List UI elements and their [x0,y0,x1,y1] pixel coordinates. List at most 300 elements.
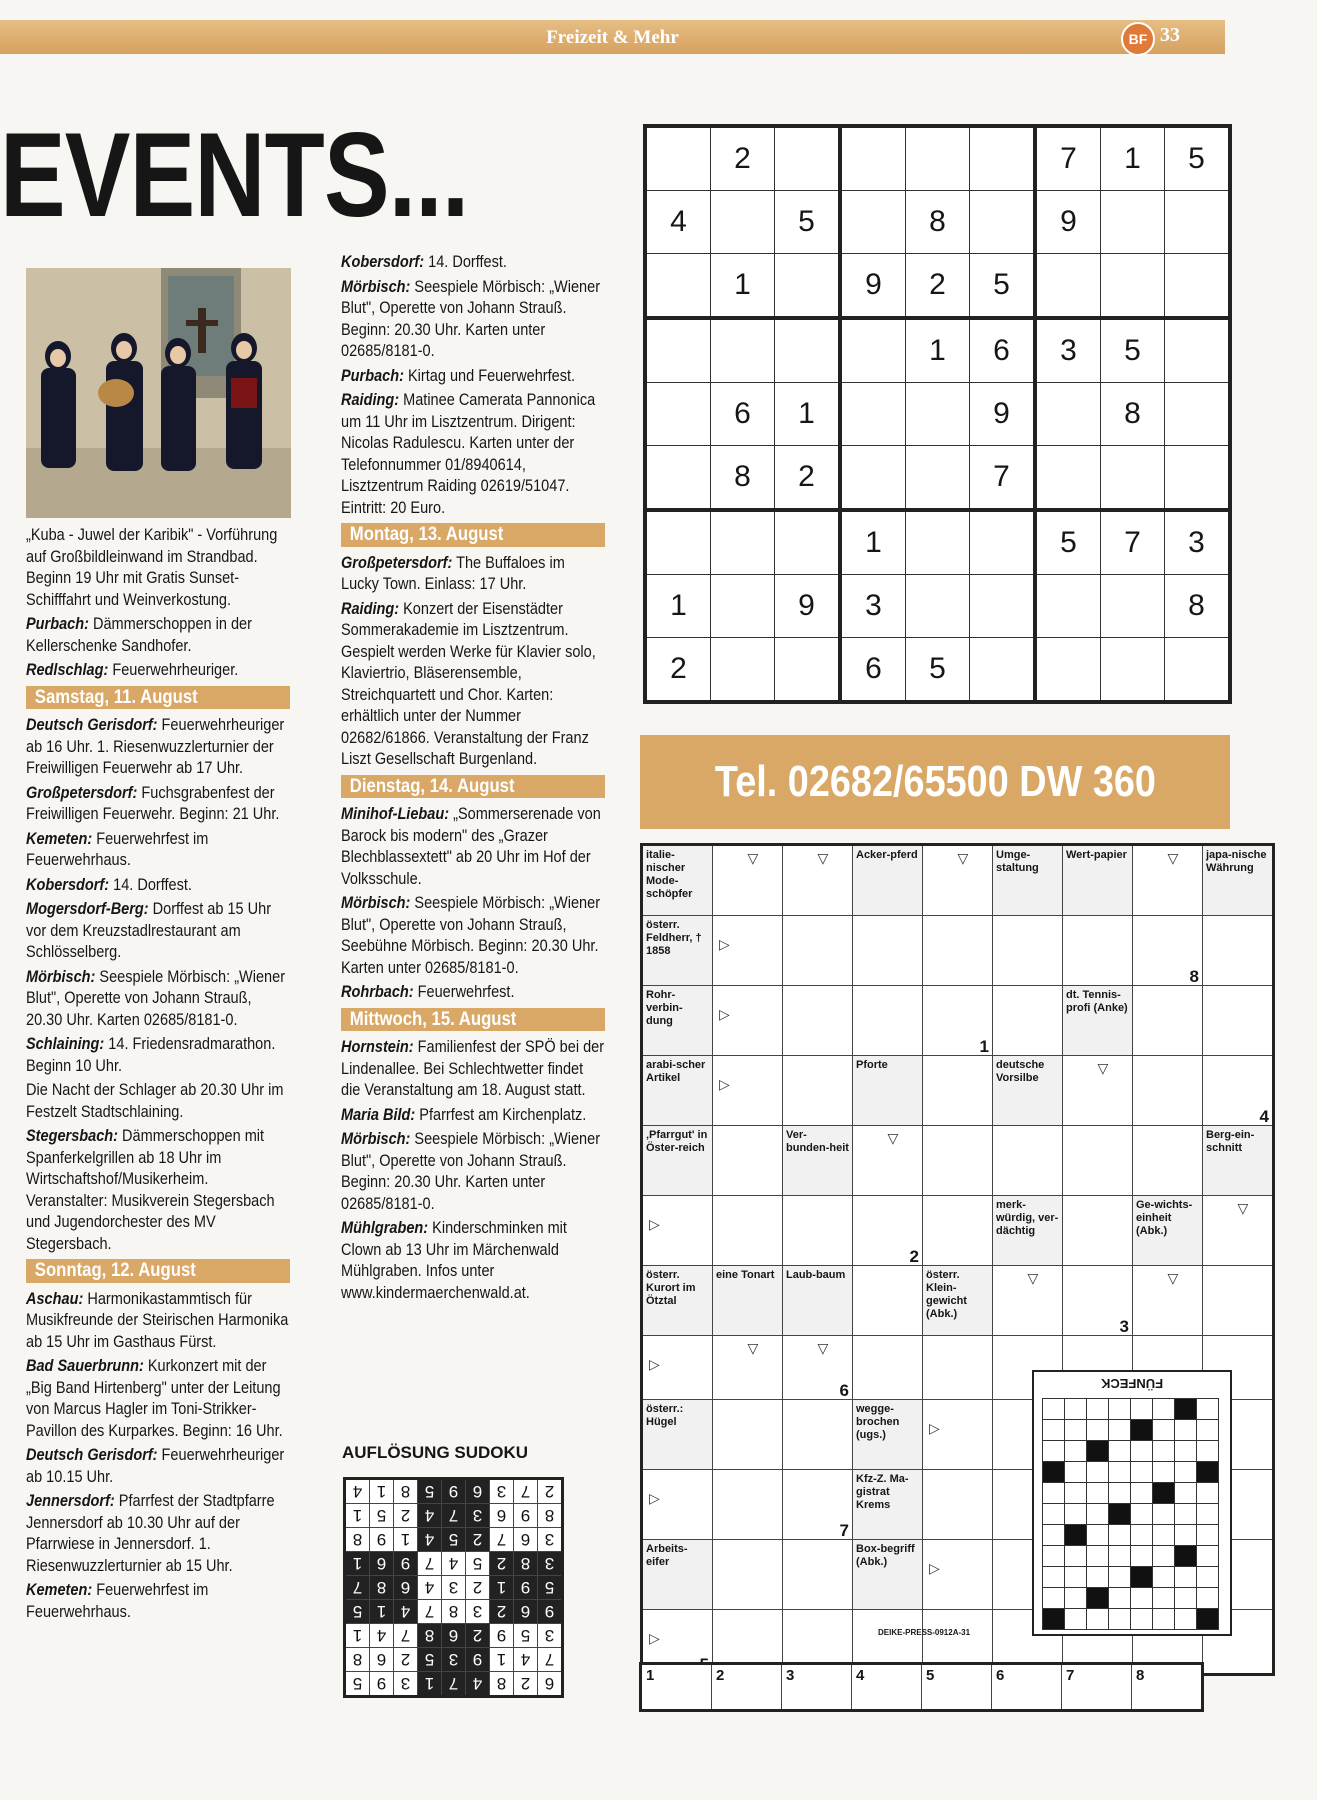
sudoku-cell[interactable]: 1 [645,575,711,638]
fuenfeck-cell [1131,1588,1153,1609]
event-text: 14. Dorffest. [113,875,192,894]
sudoku-cell[interactable] [1101,191,1165,254]
fuenfeck-cell [1087,1609,1109,1630]
fuenfeck-cell [1175,1441,1197,1462]
crossword-cell[interactable] [642,1470,713,1540]
fuenfeck-cell [1175,1399,1197,1420]
sudoku-cell[interactable] [711,191,775,254]
event-text: Konzert der Eisenstädter Sommerakademie im Lisztzentrum. Gespielt werden Werke für Klavier solo, Klaviertrio, Bläserensemble, Streichquartett und Chor. Karten: erhältlich unter der Nummer 02682/61866. Veranstaltung der Franz Liszt Gesellschaft Burgenland. [341,599,596,768]
sudoku-cell[interactable]: 1 [1101,126,1165,191]
fuenfeck-cell [1197,1441,1219,1462]
event-place: Bad Sauerbrunn: [26,1357,144,1375]
fuenfeck-cell [1065,1399,1087,1420]
crossword-cell[interactable] [1133,916,1203,986]
sudoku-solution-grid [343,1477,564,1698]
fuenfeck-cell [1175,1462,1197,1483]
fuenfeck-cell [1043,1609,1065,1630]
sudoku-cell[interactable]: 4 [645,191,711,254]
event-text: Dämmerschoppen in der Kellerschenke Sandhofer. [26,615,252,655]
event-place: Redlschlag: [26,661,109,679]
crossword-cell[interactable] [1063,1056,1133,1126]
crossword-cell[interactable] [783,1196,853,1266]
arrow-right-icon: ▷ [719,1006,730,1022]
sudoku-cell[interactable]: 5 [1035,510,1101,575]
sudoku-cell[interactable]: 6 [840,638,906,703]
fuenfeck-cell [1131,1504,1153,1525]
crossword-cell[interactable] [713,1126,783,1196]
sudoku-cell[interactable]: 1 [906,318,970,383]
sudoku-cell[interactable]: 2 [906,254,970,319]
event-place: Mörbisch: [341,1130,411,1148]
solution-cell: 5 [442,1528,466,1552]
sudoku-cell[interactable]: 8 [711,446,775,511]
sudoku-cell[interactable]: 5 [775,191,841,254]
sudoku-cell[interactable]: 3 [840,575,906,638]
sudoku-cell[interactable]: 5 [970,254,1036,319]
solution-box[interactable]: 4 [852,1664,922,1711]
sudoku-cell[interactable]: 5 [1101,318,1165,383]
fuenfeck-cell [1175,1567,1197,1588]
crossword-cell[interactable] [713,1056,783,1126]
crossword-cell[interactable] [853,916,923,986]
sudoku-cell[interactable]: 9 [1035,191,1101,254]
crossword-cell[interactable] [993,1126,1063,1196]
sudoku-cell[interactable] [711,510,775,575]
solution-cell: 1 [490,1648,514,1672]
sudoku-cell[interactable]: 1 [775,383,841,446]
fuenfeck-cell [1043,1504,1065,1525]
clue-cell: Box-begriff (Abk.) [853,1540,923,1610]
fuenfeck-cell [1131,1441,1153,1462]
fuenfeck-cell [1153,1525,1175,1546]
clue-cell: merk-würdig, ver-dächtig [993,1196,1063,1266]
sudoku-cell[interactable]: 7 [1101,510,1165,575]
fuenfeck-cell [1131,1462,1153,1483]
event-entry [26,660,290,682]
sudoku-cell[interactable] [1165,383,1231,446]
fuenfeck-cell [1175,1483,1197,1504]
crossword-cell[interactable] [713,1470,783,1540]
sudoku-cell[interactable] [906,383,970,446]
solution-cell: 5 [538,1576,563,1600]
clue-cell: Arbeits-eifer [642,1540,713,1610]
fuenfeck-cell [1065,1588,1087,1609]
sudoku-cell[interactable]: 9 [970,383,1036,446]
clue-cell: italie-nischer Mode-schöpfer [642,845,713,916]
sudoku-grid[interactable] [643,124,1232,704]
sudoku-solution-title: AUFLÖSUNG SUDOKU [342,1443,529,1462]
sudoku-cell[interactable]: 5 [1165,126,1231,191]
solution-cell: 4 [466,1672,490,1697]
solution-cell: 1 [418,1672,442,1697]
event-entry [341,1218,605,1304]
clue-cell: österr. Feldherr, † 1858 [642,916,713,986]
sudoku-cell[interactable]: 9 [840,254,906,319]
arrow-right-icon: ▷ [649,1356,660,1372]
sudoku-cell[interactable] [840,446,906,511]
event-entry [26,1080,290,1123]
sudoku-cell[interactable] [970,126,1036,191]
crossword-cell[interactable] [783,1056,853,1126]
sudoku-cell[interactable]: 2 [711,126,775,191]
crossword-cell[interactable] [1203,986,1274,1056]
sudoku-cell[interactable] [1165,191,1231,254]
event-place: Deutsch Gerisdorf: [26,1446,158,1464]
sudoku-cell[interactable] [645,126,711,191]
sudoku-cell[interactable]: 5 [906,638,970,703]
sudoku-cell[interactable] [1101,254,1165,319]
sudoku-cell[interactable]: 8 [906,191,970,254]
crossword-cell[interactable] [1063,1126,1133,1196]
solution-cell: 9 [466,1648,490,1672]
clue-cell: Ge-wichts-einheit (Abk.) [1133,1196,1203,1266]
fuenfeck-cell [1109,1567,1131,1588]
crossword-cell[interactable] [783,1400,853,1470]
sudoku-cell[interactable] [970,638,1036,703]
solution-cell: 8 [394,1479,418,1504]
fuenfeck-cell [1043,1483,1065,1504]
crossword-cell[interactable] [1133,845,1203,916]
solution-cell: 5 [345,1672,370,1697]
event-place: Großpetersdorf: [341,553,453,572]
sudoku-cell[interactable] [775,318,841,383]
fuenfeck-cell [1087,1546,1109,1567]
clue-cell: Laub-baum [783,1266,853,1336]
solution-cell: 7 [442,1672,466,1697]
crossword-cell[interactable] [853,986,923,1056]
solution-cell: 3 [442,1648,466,1672]
solution-cell: 5 [466,1552,490,1576]
fuenfeck-cell [1197,1420,1219,1441]
event-entry [341,893,605,979]
sudoku-cell[interactable] [970,575,1036,638]
event-entry [341,982,605,1004]
event-place: Deutsch Gerisdorf: [26,716,158,734]
arrow-right-icon: ▷ [649,1490,660,1506]
solution-number: 2 [909,1247,919,1266]
sudoku-cell[interactable] [645,383,711,446]
sudoku-cell[interactable] [1035,254,1101,319]
phone-number: Tel. 02682/65500 DW 360 [714,757,1156,806]
sudoku-cell[interactable] [775,510,841,575]
solution-cell: 2 [394,1648,418,1672]
crossword-cell[interactable] [783,1540,853,1610]
event-text: Matinee Camerata Pannonica um 11 Uhr im Lisztzentrum. Dirigent: Nicolas Radulescu. Karten unter der Telefonnummer 01/8940614, Lisztzentrum Raiding 02619/51047. Eintritt: 20 Euro. [341,391,596,517]
arrow-right-icon: ▷ [929,1420,940,1436]
sudoku-cell[interactable] [906,575,970,638]
crossword-cell[interactable] [783,1470,853,1540]
solution-box[interactable]: 3 [782,1664,852,1711]
clue-cell: dt. Tennis-profi (Anke) [1063,986,1133,1056]
crossword-cell[interactable] [993,1266,1063,1336]
fuenfeck-grid [1042,1398,1219,1630]
crossword-cell[interactable] [713,1196,783,1266]
event-entry [26,614,290,657]
fuenfeck-cell [1043,1546,1065,1567]
crossword-cell[interactable] [923,1196,993,1266]
crossword-cell[interactable] [1133,986,1203,1056]
sudoku-cell[interactable] [645,510,711,575]
event-entry [26,967,290,1032]
crossword-cell[interactable] [713,986,783,1056]
sudoku-cell[interactable]: 7 [970,446,1036,511]
arrow-down-icon: ▽ [1167,1270,1179,1286]
solution-cell: 4 [418,1528,442,1552]
sudoku-cell[interactable] [1035,638,1101,703]
sudoku-cell[interactable]: 1 [711,254,775,319]
sudoku-cell[interactable]: 1 [840,510,906,575]
sudoku-cell[interactable] [645,318,711,383]
solution-number: 7 [839,1521,849,1540]
sudoku-cell[interactable]: 2 [775,446,841,511]
crossword-cell[interactable] [783,845,853,916]
crossword-cell[interactable] [923,1056,993,1126]
solution-number: 4 [1259,1107,1269,1126]
section-header-bar [0,20,1225,54]
crossword-cell[interactable] [783,1336,853,1400]
clue-cell: ‚Pfarrgut' in Öster-reich [642,1126,713,1196]
fuenfeck-cell [1197,1546,1219,1567]
sudoku-cell[interactable] [970,510,1036,575]
sudoku-cell[interactable] [711,638,775,703]
sudoku-cell[interactable]: 6 [711,383,775,446]
solution-word-boxes[interactable] [639,1662,1204,1712]
fuenfeck-cell [1153,1462,1175,1483]
sudoku-cell[interactable]: 3 [1165,510,1231,575]
fuenfeck-cell [1065,1504,1087,1525]
solution-cell: 7 [394,1624,418,1648]
crossword-cell[interactable] [853,1126,923,1196]
arrow-right-icon: ▷ [649,1630,660,1646]
event-place: Mörbisch: [341,277,411,296]
crossword-cell[interactable] [1063,1266,1133,1336]
arrow-down-icon: ▽ [1027,1270,1039,1286]
solution-cell: 9 [514,1576,538,1600]
solution-box[interactable]: 5 [922,1664,992,1711]
crossword-cell[interactable] [853,1266,923,1336]
sudoku-cell[interactable] [711,575,775,638]
section-title: Freizeit & Mehr [546,27,679,48]
sudoku-cell[interactable] [775,638,841,703]
fuenfeck-cell [1065,1483,1087,1504]
event-entry [341,390,605,519]
fuenfeck-cell [1153,1546,1175,1567]
sudoku-cell[interactable] [1035,446,1101,511]
arrow-down-icon: ▽ [957,850,969,866]
event-entry [341,366,605,388]
crossword-cell[interactable] [1133,1056,1203,1126]
solution-cell: 9 [370,1672,394,1697]
clue-cell: Umge-staltung [993,845,1063,916]
sudoku-cell[interactable] [840,126,906,191]
crossword-cell[interactable] [923,1400,993,1470]
solution-cell: 8 [442,1600,466,1624]
page-number: 33 [1160,24,1180,46]
arrow-down-icon: ▽ [817,850,829,866]
solution-cell: 2 [466,1624,490,1648]
solution-cell: 9 [538,1600,563,1624]
sudoku-cell[interactable]: 2 [645,638,711,703]
solution-cell: 1 [345,1624,370,1648]
event-text: Feuerwehrheuriger ab 16 Uhr. 1. Riesenwuzzlerturnier der Freiwilligen Feuerwehr ab 17 Uhr. [26,716,285,777]
fuenfeck-cell [1043,1588,1065,1609]
clue-cell: Pforte [853,1056,923,1126]
clue-cell: österr.: Hügel [642,1400,713,1470]
arrow-down-icon: ▽ [1237,1200,1249,1216]
sudoku-cell[interactable] [1035,383,1101,446]
crossword-cell[interactable] [853,1336,923,1400]
sudoku-cell[interactable] [711,318,775,383]
fuenfeck-cell [1175,1546,1197,1567]
crossword-cell[interactable] [1203,916,1274,986]
sudoku-cell[interactable] [840,318,906,383]
crossword-cell[interactable] [713,1336,783,1400]
event-place: Kemeten: [26,829,93,848]
crossword-cell[interactable] [923,845,993,916]
solution-cell: 8 [345,1528,370,1552]
solution-cell: 9 [490,1624,514,1648]
fuenfeck-cell [1109,1504,1131,1525]
day-heading: Montag, 13. August [341,523,605,547]
solution-cell: 4 [442,1552,466,1576]
event-entry [341,1037,605,1102]
fuenfeck-cell [1087,1504,1109,1525]
sudoku-cell[interactable] [840,383,906,446]
sudoku-cell[interactable] [840,191,906,254]
sudoku-cell[interactable]: 6 [970,318,1036,383]
fuenfeck-cell [1109,1420,1131,1441]
crossword-cell[interactable] [713,1540,783,1610]
fuenfeck-cell [1175,1588,1197,1609]
sudoku-cell[interactable] [1165,638,1231,703]
crossword-cell[interactable] [993,916,1063,986]
solution-cell: 2 [490,1600,514,1624]
solution-cell: 9 [394,1552,418,1576]
day-heading: Samstag, 11. August [26,686,290,710]
sudoku-cell[interactable] [1101,575,1165,638]
sudoku-cell[interactable] [1035,575,1101,638]
event-entry [26,783,290,826]
event-text: Feuerwehrfest im Feuerwehrhaus. [26,1581,209,1621]
event-text: Kirtag und Feuerwehrfest. [407,366,576,385]
sudoku-cell[interactable] [1101,446,1165,511]
clue-cell: österr. Kurort im Ötztal [642,1266,713,1336]
crossword-cell[interactable] [1203,1056,1274,1126]
crossword-cell[interactable] [923,1540,993,1610]
crossword-cell[interactable] [853,1196,923,1266]
fuenfeck-cell [1131,1399,1153,1420]
crossword-cell[interactable] [1063,1196,1133,1266]
fuenfeck-cell [1109,1441,1131,1462]
crossword-cell[interactable] [783,916,853,986]
solution-cell: 8 [490,1672,514,1697]
crossword-cell[interactable] [1203,1266,1274,1336]
solution-cell: 1 [370,1479,394,1504]
arrow-right-icon: ▷ [719,1076,730,1092]
sudoku-cell[interactable]: 9 [775,575,841,638]
sudoku-cell[interactable] [1101,638,1165,703]
sudoku-cell[interactable] [906,126,970,191]
clue-cell: japa-nische Währung [1203,845,1274,916]
crossword-cell[interactable] [923,916,993,986]
event-list [26,614,290,1623]
fuenfeck-cell [1175,1420,1197,1441]
fuenfeck-cell [1087,1567,1109,1588]
event-text: Dämmerschoppen mit Spanferkelgrillen ab 18 Uhr im Wirtschaftshof/Musikerheim. Veranstalter: Musikverein Stegersbach und Jugendorchester des MV Stegersbach. [26,1127,275,1253]
fuenfeck-cell [1197,1483,1219,1504]
event-entry [26,1034,290,1077]
sudoku-cell[interactable] [775,254,841,319]
sudoku-cell[interactable]: 8 [1165,575,1231,638]
sudoku-cell[interactable] [1165,446,1231,511]
crossword-cell[interactable] [642,1336,713,1400]
event-place: Stegersbach: [26,1127,119,1145]
sudoku-cell[interactable] [645,446,711,511]
solution-cell: 1 [394,1528,418,1552]
event-text: Feuerwehrfest im Feuerwehrhaus. [26,829,209,869]
day-heading: Mittwoch, 15. August [341,1008,605,1032]
fuenfeck-cell [1197,1588,1219,1609]
fuenfeck-cell [1109,1483,1131,1504]
crossword-cell[interactable] [642,1196,713,1266]
fuenfeck-cell [1043,1441,1065,1462]
crossword-cell[interactable] [1133,1266,1203,1336]
crossword-cell[interactable] [923,1336,993,1400]
sudoku-cell[interactable] [775,126,841,191]
crossword-cell[interactable] [1133,1126,1203,1196]
events-column-1 [26,525,290,1626]
solution-box[interactable]: 8 [1132,1664,1203,1711]
event-place: Raiding: [341,391,400,409]
solution-cell: 6 [370,1648,394,1672]
sudoku-cell[interactable] [1165,318,1231,383]
clue-cell: deutsche Vorsilbe [993,1056,1063,1126]
sudoku-cell[interactable]: 7 [1035,126,1101,191]
crossword-cell[interactable] [923,986,993,1056]
event-text: Die Nacht der Schlager ab 20.30 Uhr im Festzelt Stadtschlaining. [26,1081,284,1121]
crossword-cell[interactable] [1063,916,1133,986]
solution-cell: 1 [345,1504,370,1528]
event-place: Aschau: [26,1289,84,1308]
fuenfeck-cell [1131,1546,1153,1567]
fuenfeck-cell [1109,1546,1131,1567]
fuenfeck-cell [1175,1609,1197,1630]
sudoku-cell[interactable]: 3 [1035,318,1101,383]
sudoku-cell[interactable] [1165,254,1231,319]
crossword-cell[interactable] [923,1126,993,1196]
crossword-cell[interactable] [993,986,1063,1056]
crossword-cell[interactable] [713,916,783,986]
crossword-cell[interactable] [783,986,853,1056]
sudoku-cell[interactable] [645,254,711,319]
sudoku-cell[interactable] [906,446,970,511]
crossword-cell[interactable] [713,845,783,916]
sudoku-cell[interactable] [970,191,1036,254]
fuenfeck-cell [1175,1504,1197,1525]
solution-box[interactable]: 2 [712,1664,782,1711]
solution-box[interactable]: 6 [992,1664,1062,1711]
crossword-cell[interactable] [713,1400,783,1470]
sudoku-cell[interactable] [906,510,970,575]
solution-box[interactable]: 7 [1062,1664,1132,1711]
crossword-cell[interactable] [923,1470,993,1540]
event-entry [341,1129,605,1215]
solution-box[interactable]: 1 [641,1664,712,1711]
sudoku-cell[interactable]: 8 [1101,383,1165,446]
fuenfeck-cell [1043,1567,1065,1588]
fuenfeck-cell [1197,1462,1219,1483]
crossword-cell[interactable] [1203,1196,1274,1266]
